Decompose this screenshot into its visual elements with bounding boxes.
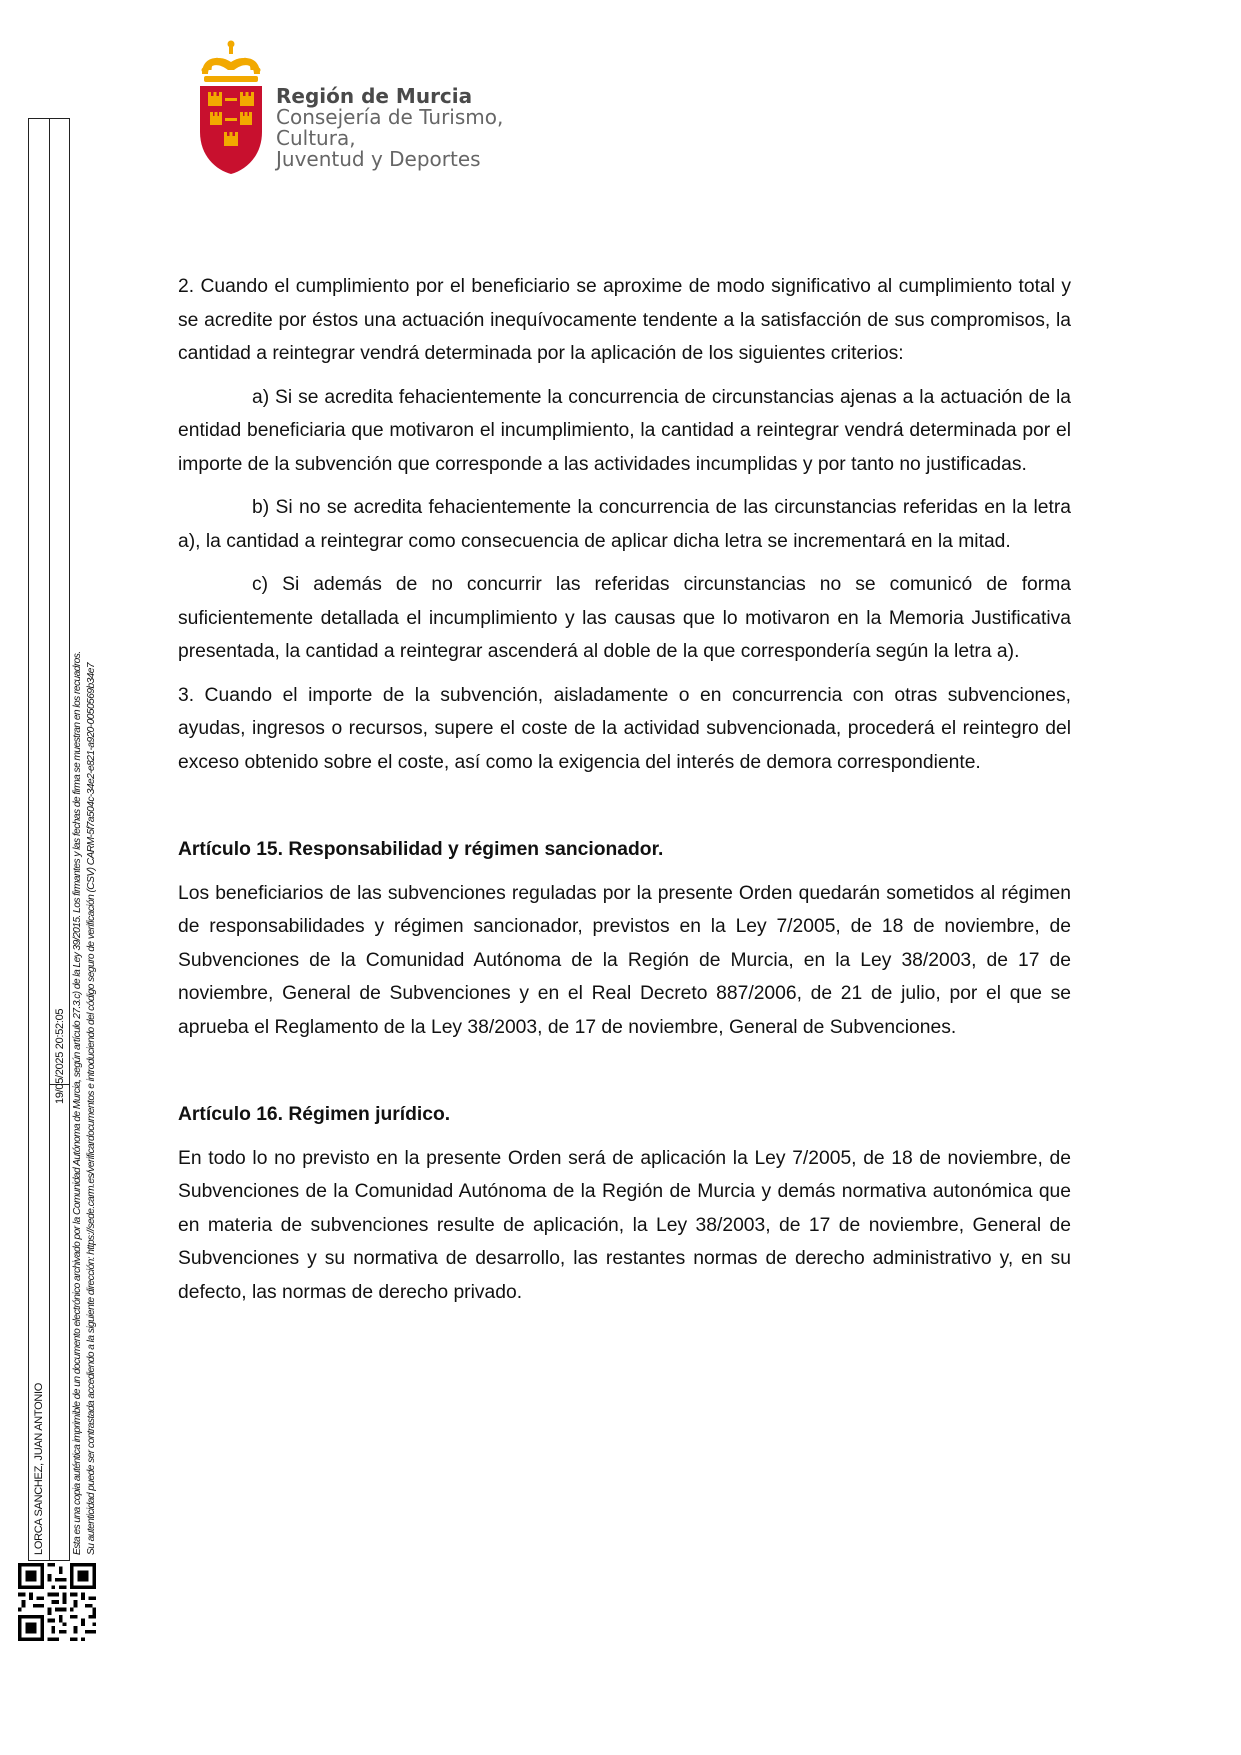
authenticity-notice: Esta es una copia auténtica imprimible de un documento electrónico archivado por la Comunidad Autónoma de Murcia, según artículo 27.3.c) de la Ley 39/2015. Los firmantes y las fechas de firma se muestran en los recuadros. <box>72 651 83 1555</box>
article-15-text: Los beneficiarios de las subvenciones reguladas por la presente Orden quedarán sometidos al régimen de responsabilidades y régimen sancionador, previstos en la Ley 7/2005, de 18 de noviembre, de Subvenciones de la Comunidad Autónoma de la Región de Murcia, en la Ley 38/2003, de 17 de noviembre, General de Subvenciones y en el Real Decreto 887/2006, de 21 de julio, por el que se aprueba el Reglamento de la Ley 38/2003, de 17 de noviembre, General de Subvenciones. <box>178 882 1071 1038</box>
paragraph-2b: b) Si no se acredita fehacientemente la concurrencia de las circunstancias referidas en la letra a), la cantidad a reintegrar como consecuencia de aplicar dicha letra se incrementará en la mitad. <box>178 497 1071 552</box>
org-department-line2: Juventud y Deportes <box>276 147 481 171</box>
organization-name <box>276 86 556 170</box>
org-region: Región de Murcia <box>276 84 473 108</box>
signature-box <box>28 118 70 1561</box>
article-16-heading: Artículo 16. Régimen jurídico. <box>178 1104 451 1125</box>
verification-notice: Su autenticidad puede ser contrastada accediendo a la siguiente dirección: https://sede.carm.es/verificardocumentos e introduciendo del código seguro de verificación (CSV) CARM-5f7a504c-34e2-e821-a920-0050569b34e7 <box>86 662 97 1555</box>
coat-of-arms-icon <box>196 40 266 176</box>
org-department-line1: Consejería de Turismo, Cultura, <box>276 105 504 150</box>
paragraph-2a: a) Si se acredita fehacientemente la concurrencia de circunstancias ajenas a la actuación de la entidad beneficiaria que motivaron el incumplimiento, la cantidad a reintegrar vendrá determinada por el importe de la subvención que corresponde a las actividades incumplidas y por tanto no justificadas. <box>178 386 1071 475</box>
paragraph-2c: c) Si además de no concurrir las referidas circunstancias no se comunicó de forma suficientemente detallada el incumplimiento y las causas que lo motivaron en la Memoria Justificativa presentada, la cantidad a reintegrar ascenderá al doble de la que correspondería según la letra a). <box>178 574 1071 662</box>
region-murcia-logo <box>196 40 556 180</box>
document-body <box>178 270 1071 1309</box>
signature-box-divider <box>49 119 50 1560</box>
article-16-text: En todo lo no previsto en la presente Orden será de aplicación la Ley 7/2005, de 18 de noviembre, de Subvenciones de la Comunidad Autónoma de la Región de Murcia y demás normativa autonómica que en materia de subvenciones resulte de aplicación, la Ley 38/2003, de 17 de noviembre, General de Subvenciones y su normativa de desarrollo, las restantes normas de derecho administrativo y, en su defecto, las normas de derecho privado. <box>178 1147 1071 1303</box>
paragraph-2: 2. Cuando el cumplimiento por el beneficiario se aproxime de modo significativo al cumplimiento total y se acredite por éstos una actuación inequívocamente tendente a la satisfacción de sus compromisos, la cantidad a reintegrar vendrá determinada por la aplicación de los siguientes criterios: <box>178 276 1071 364</box>
article-15-heading: Artículo 15. Responsabilidad y régimen sancionador. <box>178 839 664 860</box>
signer-name: LORCA SANCHEZ, JUAN ANTONIO <box>33 1382 45 1555</box>
qr-code-icon[interactable] <box>18 1563 96 1641</box>
paragraph-3: 3. Cuando el importe de la subvención, aisladamente o en concurrencia con otras subvenciones, ayudas, ingresos o recursos, supere el coste de la actividad subvencionada, procederá el reintegro del exceso obtenido sobre el coste, así como la exigencia del interés de demora correspondiente. <box>178 684 1071 773</box>
signature-date: 19/05/2025 20:52:05 <box>54 1008 66 1104</box>
